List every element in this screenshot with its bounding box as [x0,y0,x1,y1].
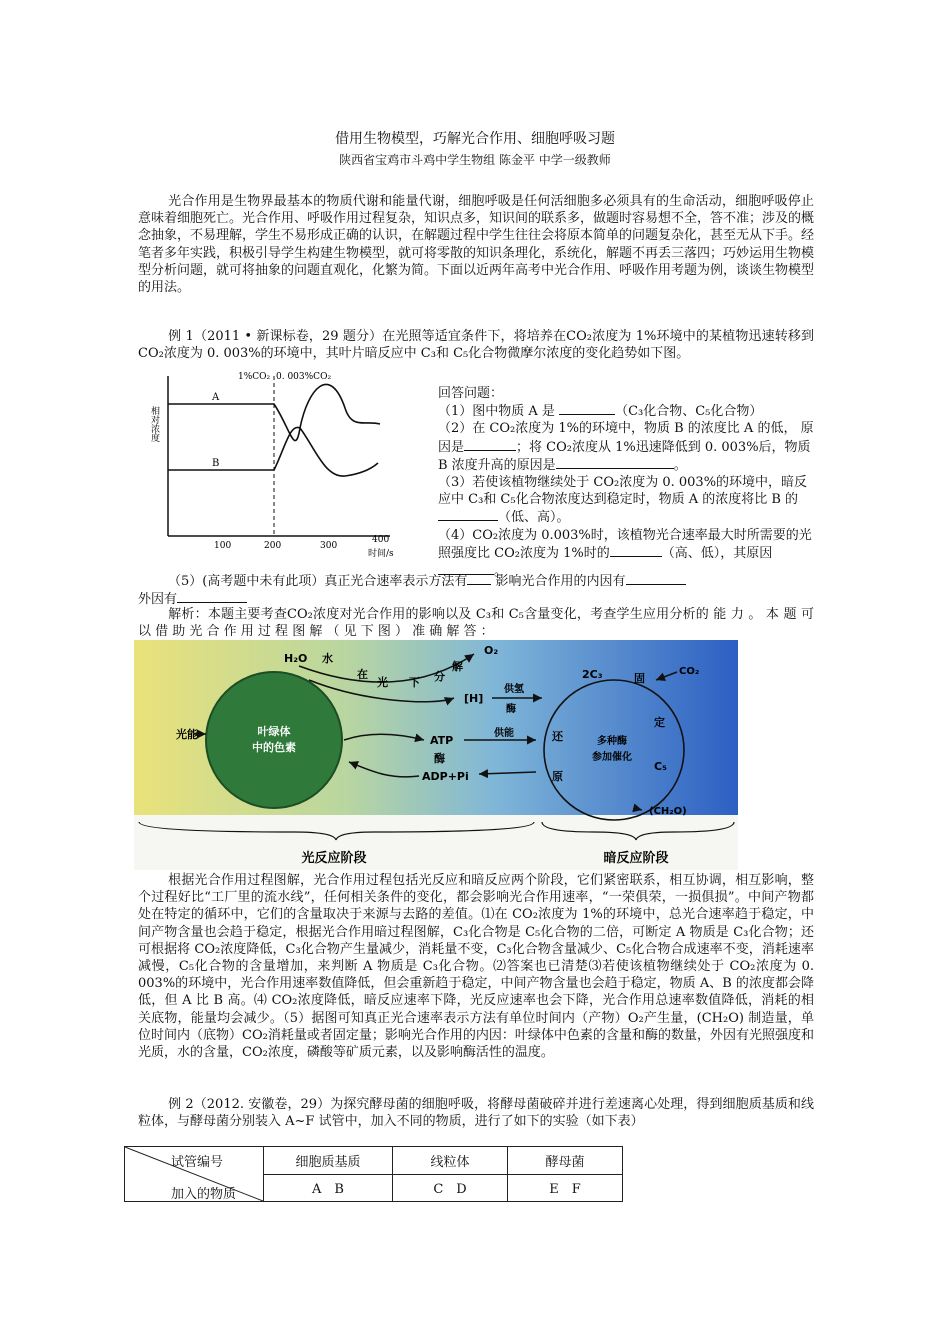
light-energy-label: 光能 [176,728,198,741]
c5-label: C₅ [654,760,667,773]
tube-cell: E F [508,1174,623,1202]
experiment-table [124,1146,623,1202]
split-5: 分 [434,670,445,683]
reduce-1: 还 [552,730,563,743]
ylabel: 相对浓度 [149,406,159,442]
questions-block [438,385,818,580]
split-6: 解 [452,660,463,673]
author-line: 陕西省宝鸡市斗鸡中学生物组 陈金平 中学一级教师 [339,153,611,167]
xtick-400: 400 [372,535,390,545]
h2o-label: H₂O [284,652,308,665]
fix-1: 固 [634,672,645,685]
answer-blank[interactable] [438,508,498,521]
question-1: （1）图中物质 A 是 （C₃化合物、C₅化合物） [438,404,763,420]
pigment-line-2: 中的色素 [252,741,296,754]
top-left-label: 1%CO₂ [238,372,271,382]
co2-label: CO₂ [679,666,700,677]
enzyme-label: 酶 [434,752,445,765]
question-2: （2）在 CO₂浓度为 1%的环境中，物质 B 的浓度比 A 的低， 原因是 ；将 CO₂浓度从 1%迅速降低到 0. 003%后，物质 B 浓度升高的原因是 。 [438,421,814,473]
question-4: （4）CO₂浓度为 0.003%时，该植物光合速率最大时所需要的光照强度比 CO₂浓度为 1%时的 （高、低），其原因。 [438,527,812,580]
ch2o-label: (CH₂O) [649,806,687,817]
column-header: 线粒体 [393,1147,508,1175]
xtick-300: 300 [320,541,338,551]
corner-bottom-label: 加入的物质 [171,1187,237,1202]
concentration-chart [140,368,430,558]
xlabel: 时间/s [368,549,394,558]
split-4: 下 [409,676,420,689]
curve-b-line [168,427,378,476]
split-2: 在 [357,668,368,681]
column-header: 酵母菌 [508,1147,623,1175]
atp-label: ATP [430,734,454,747]
photosynthesis-diagram [134,640,738,870]
page-title: 借用生物模型，巧解光合作用、细胞呼吸习题 [335,131,615,147]
split-3: 光 [377,676,388,689]
answer-blank[interactable] [467,572,491,585]
answer-blank[interactable] [464,438,516,451]
adp-label: ADP+Pi [422,770,469,783]
answer-blank[interactable] [556,456,674,469]
label-a: A [212,392,220,403]
corner-top-label: 试管编号 [171,1155,224,1170]
multi-enzyme-2: 参加催化 [592,752,632,763]
h-label: [H] [464,692,484,705]
intro-paragraph [138,193,814,296]
table-corner [125,1147,264,1202]
dark-stage-label: 暗反应阶段 [603,851,669,866]
answer-blank[interactable] [626,572,686,585]
answer-blank[interactable] [177,590,247,603]
example1-stem-text: 例 1（2011 • 新课标卷，29 题分）在光照等适宜条件下，将培养在CO₂浓度为 1%环境中的某植物迅速转移到CO₂浓度为 0. 003%的环境中，其叶片暗反应中 C₃和 C₅化合物微摩尔浓度的变化趋势如下图。 [138,329,814,362]
xtick-100: 100 [214,541,232,551]
supply-energy-label: 供能 [494,728,514,739]
answer-blank[interactable] [610,544,662,557]
answer-blank[interactable] [559,402,615,415]
supply-h-1: 供氢 [504,684,524,695]
intro-text: 光合作用是生物界最基本的物质代谢和能量代谢，细胞呼吸是任何活细胞多必须具有的生命活动，细胞呼吸停止意味着细胞死亡。光合作用、呼吸作用过程复杂，知识点多，知识间的联系多，做题时容易想不全，答不准；涉及的概念抽象，不易理解，学生不易形成正确的认识，在解题过程中学生往往会将原本简单的问题复杂化，甚至无从下手。经笔者多年实践，积极引导学生构建生物模型，就可将零散的知识条理化，系统化，解题不再丢三落四；巧妙运用生物模型分析问题，就可将抽象的问题直观化，化繁为简。下面以近两年高考中光合作用、呼吸作用考题为例，谈谈生物模型的用法。 [138,194,815,296]
c3-label: 2C₃ [582,668,603,681]
analysis-paragraph: 解析：本题主要考查CO₂浓度对光合作用的影响以及 C₃和 C₅含量变化，考查学生应用分析的 能 力 。 本 题 可 以 借 助 光 合 作 用 过 程 图 解 （ 见 下 图 ） 准 确 解 答 ： [138,607,814,640]
pigment-line-1: 叶绿体 [257,725,291,738]
example2-stem: 例 2（2012. 安徽卷，29）为探究酵母菌的细胞呼吸，将酵母菌破碎并进行差速离心处理，得到细胞质基质和线粒体，与酵母菌分别装入 A~F 试管中，加入不同的物质，进行了如下的实验（如下表） [138,1097,814,1130]
multi-enzyme-1: 多种酶 [597,736,627,747]
question-5: （5）(高考题中未有此项）真正光合速率表示方法有 影响光合作用的内因有 外因有 [138,572,814,608]
questions-header: 回答问题： [438,386,504,401]
label-b: B [212,458,220,469]
xtick-200: 200 [264,541,282,551]
o2-label: O₂ [484,644,499,657]
light-stage-label: 光反应阶段 [301,851,367,866]
fix-2: 定 [654,716,665,729]
tube-cell: C D [393,1174,508,1202]
question-3: （3）若使该植物继续处于 CO₂浓度为 0. 003%的环境中，暗反应中 C₃和 C₅化合物浓度达到稳定时，物质 A 的浓度将比 B 的（低、高）。 [438,475,808,526]
example1-stem [138,328,814,362]
top-right-label: 0. 003%CO₂ [276,372,332,382]
supply-h-2: 酶 [506,704,516,715]
split-1: 水 [322,652,333,665]
tube-cell: A B [264,1174,393,1202]
column-header: 细胞质基质 [264,1147,393,1175]
reduce-2: 原 [552,770,563,783]
chlorophyll-circle [206,672,342,808]
answer-paragraph: 根据光合作用过程图解，光合作用过程包括光反应和暗反应两个阶段，它们紧密联系，相互协调，相互影响，整个过程好比“工厂里的流水线”，任何相关条件的变化，都会影响光合作用速率，“一荣俱荣，一损俱损”。中间产物都处在特定的循环中，它们的含量取决于来源与去路的差值。⑴在 CO₂浓度为 1%的环境中，总光合速率趋于稳定，中间产物含量也会趋于稳定，根据光合作用暗过程图解，C₃化合物是 C₅化合物的二倍，可断定 A 物质是 C₃化合物；还可根据将 CO₂浓度降低，C₃化合物产生量减少，消耗量不变，C₃化合物含量减少、C₅化合物合成速率不变，消耗速率减慢，C₅化合物的含量增加，来判断 A 物质是 C₃化合物。⑵答案也已清楚⑶若使该植物继续处于 CO₂浓度为 0. 003%的环境中，光合作用速率数值降低，但会重新趋于稳定，中间产物含量也会趋于稳定，物质 A、B 的浓度都会降低，但 A 比 B 高。⑷ CO₂浓度降低，暗反应速率下降，光反应速率也会下降，光合作用总速率数值降低，消耗的相关底物，能量均会减少。（5）据图可知真正光合速率表示方法有单位时间内（产物）O₂产生量，(CH₂O) 制造量，单位时间内（底物）CO₂消耗量或者固定量；影响光合作用的内因：叶绿体中色素的含量和酶的数量，外因有光照强度和光质，水的含量，CO₂浓度，磷酸等矿质元素，以及影响酶活性的温度。 [138,873,814,1061]
